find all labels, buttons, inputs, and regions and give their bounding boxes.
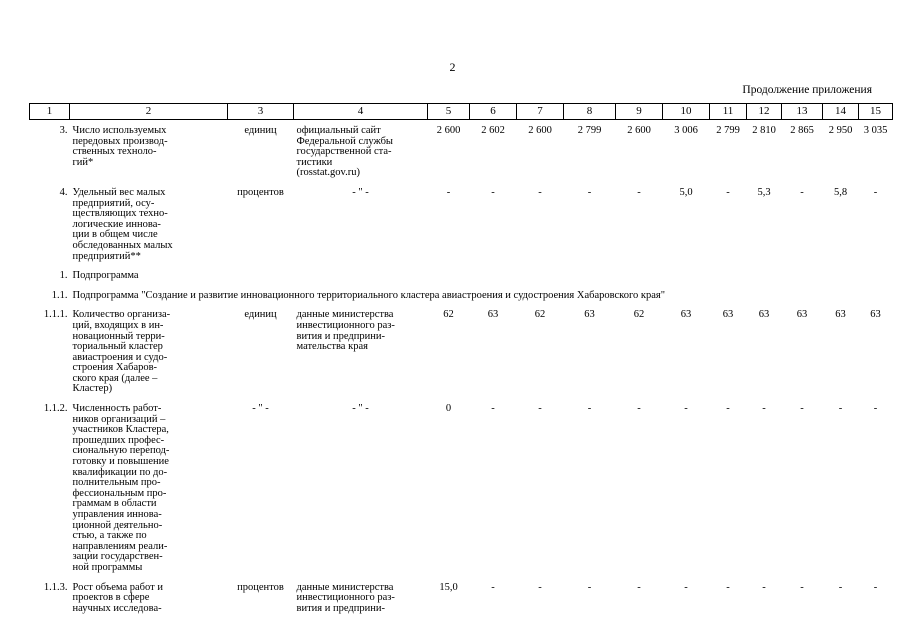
value-cell: -: [838, 581, 843, 593]
data-source: данные министерства инвестиционного раз- вития и предприни-: [296, 581, 395, 614]
indicators-table: [29, 103, 893, 617]
header-cell: 11: [710, 104, 747, 120]
header-cell: 9: [616, 104, 663, 120]
value-cell: -: [491, 186, 495, 198]
value-cell: 5,8: [833, 186, 848, 198]
value-cell: -: [538, 403, 542, 415]
value-cell: 5,0: [679, 186, 693, 198]
value-cell: -: [762, 581, 766, 593]
indicator-name: Рост объема работ и проектов в сфере научных исследова-: [72, 581, 163, 614]
value-cell: 2 600: [627, 125, 651, 136]
value-cell: 63: [796, 309, 808, 321]
value-cell: -: [637, 403, 641, 415]
continuation-label: Продолжение приложения: [742, 84, 872, 96]
section-title: Подпрограмма: [72, 270, 139, 282]
table-row: [30, 304, 893, 398]
table-row: [30, 398, 893, 577]
value-cell: -: [762, 403, 766, 415]
header-cell: 10: [663, 104, 710, 120]
value-cell: -: [684, 403, 688, 415]
value-cell: -: [587, 403, 592, 415]
header-cell: 6: [470, 104, 517, 120]
value-cell: 62: [443, 309, 454, 321]
header-cell: 15: [859, 104, 893, 120]
value-cell: 62: [633, 309, 645, 321]
table-row: [30, 120, 893, 182]
value-cell: -: [726, 186, 730, 198]
page-number: 2: [449, 60, 456, 74]
value-cell: 2 799: [577, 125, 602, 136]
value-cell: 63: [722, 309, 734, 321]
table-row: [30, 182, 893, 265]
value-cell: -: [446, 186, 451, 198]
value-cell: 5,3: [757, 186, 771, 198]
value-cell: 63: [758, 309, 770, 321]
value-cell: -: [800, 186, 804, 198]
value-cell: -: [637, 186, 641, 198]
header-cell: 1: [30, 104, 70, 120]
header-cell: 12: [747, 104, 782, 120]
value-cell: -: [873, 403, 878, 415]
value-cell: -: [800, 403, 804, 415]
header-cell: 8: [564, 104, 616, 120]
header-cell: 4: [294, 104, 428, 120]
header-cell: 3: [228, 104, 294, 120]
value-cell: 0: [445, 403, 452, 415]
header-cell: 13: [782, 104, 823, 120]
value-cell: 2 799: [716, 125, 740, 136]
value-cell: -: [587, 581, 592, 593]
row-number: 4.: [59, 186, 68, 198]
indicator-name: Число используемых передовых производ- ственных техноло- гий*: [72, 125, 168, 168]
value-cell: 63: [835, 309, 846, 321]
data-source: официальный сайт Федеральной службы государственной ста- тистики (rosstat.gov.ru): [296, 125, 393, 179]
value-cell: -: [637, 581, 641, 593]
table-row: [30, 285, 893, 305]
value-cell: 15,0: [439, 581, 458, 593]
value-cell: -: [538, 186, 542, 198]
value-cell: -: [726, 403, 730, 415]
value-cell: 2 602: [481, 125, 505, 136]
row-number: 1.: [59, 270, 68, 282]
value-cell: 2 865: [790, 125, 814, 136]
value-cell: 3 006: [674, 125, 698, 136]
table-row: [30, 577, 893, 618]
header-cell: 7: [517, 104, 564, 120]
value-cell: -: [873, 186, 878, 198]
value-cell: 63: [870, 309, 881, 321]
value-cell: 63: [584, 309, 595, 321]
unit-of-measure: единиц: [244, 309, 277, 321]
row-number: 1.1.1.: [43, 309, 68, 321]
value-cell: 63: [487, 309, 499, 321]
value-cell: 2 600: [436, 125, 461, 136]
value-cell: 63: [680, 309, 692, 321]
table-row: [30, 265, 893, 285]
value-cell: -: [491, 403, 495, 415]
header-cell: 5: [428, 104, 470, 120]
row-number: 1.1.: [51, 289, 68, 301]
value-cell: -: [684, 581, 688, 593]
unit-of-measure: процентов: [237, 186, 284, 198]
header-cell: 2: [70, 104, 228, 120]
indicator-name: Количество организа- ций, входящих в ин- новационный терри- ториальный кластер авиастроения и судо- строения Хабаров- ского края (далее – Кластер): [72, 309, 171, 395]
value-cell: 2 950: [828, 125, 853, 136]
data-source: данные министерства инвестиционного раз- вития и предприни- мательства края: [296, 309, 395, 353]
value-cell: 2 600: [528, 125, 552, 136]
table-header-row: [30, 104, 893, 120]
value-cell: 2 810: [752, 125, 776, 136]
data-source: - " -: [352, 403, 369, 415]
unit-of-measure: - " -: [252, 403, 269, 415]
value-cell: -: [726, 581, 730, 593]
value-cell: 3 035: [863, 125, 888, 136]
data-source: - " -: [352, 186, 369, 198]
value-cell: -: [538, 581, 542, 593]
value-cell: -: [800, 581, 804, 593]
unit-of-measure: процентов: [237, 581, 284, 593]
value-cell: -: [838, 403, 843, 415]
value-cell: -: [491, 581, 495, 593]
value-cell: -: [587, 186, 592, 198]
header-cell: 14: [823, 104, 859, 120]
section-title: Подпрограмма "Создание и развитие инновационного территориального кластера авиастроения и судостроения Хабаровского края": [72, 289, 666, 301]
row-number: 1.1.2.: [43, 403, 68, 415]
indicator-name: Численность работ- ников организаций – участников Кластера, прошедших профес- сиональную перепод- готовку и повышение квалификации по до- полнительным про- фессиональным про- граммам в области управления иннова- ционной деятельно- стью, а также по направлениям реали- зации государствен- ной программы: [72, 403, 170, 573]
value-cell: -: [873, 581, 878, 593]
unit-of-measure: единиц: [244, 125, 277, 136]
indicator-name: Удельный вес малых предприятий, осу- ществляющих техно- логические иннова- ции в общем числе обследованных малых предприятий**: [72, 186, 173, 262]
row-number: 3.: [59, 125, 68, 136]
table-body: [30, 120, 893, 618]
value-cell: 62: [534, 309, 546, 321]
row-number: 1.1.3.: [43, 581, 68, 593]
